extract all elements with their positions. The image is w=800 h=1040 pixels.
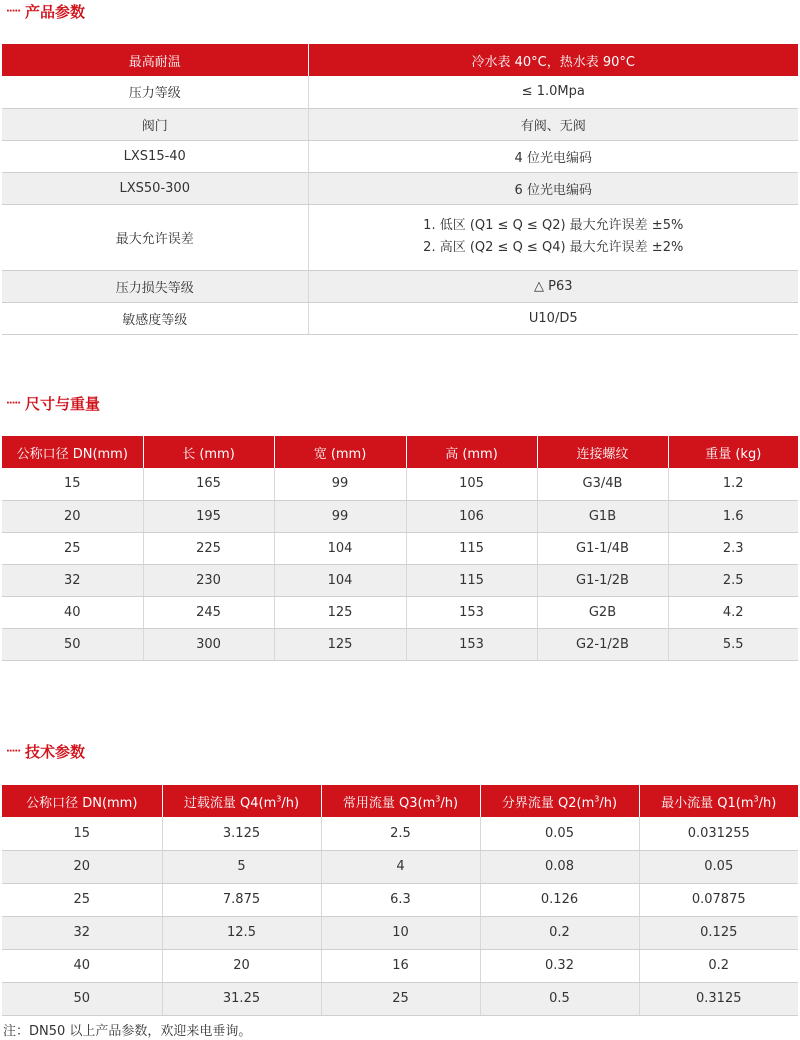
unit-superscript: 3 [435, 794, 441, 804]
table-cell: G3/4B [537, 468, 668, 500]
table-cell: 20 [2, 850, 162, 883]
column-header: 宽 (mm) [274, 436, 406, 468]
column-header: 长 (mm) [143, 436, 274, 468]
table-cell: 0.08 [480, 850, 639, 883]
table-row [2, 628, 798, 660]
param-value: ≤ 1.0Mpa [308, 76, 798, 108]
table-row [2, 596, 798, 628]
table-cell: 4 [321, 850, 480, 883]
table-row [2, 76, 798, 108]
table-cell: 5.5 [668, 628, 798, 660]
param-label: 压力等级 [2, 76, 308, 108]
size-weight-table [2, 436, 798, 661]
table-cell: G1-1/2B [537, 564, 668, 596]
table-row [2, 172, 798, 204]
table-cell: 0.2 [480, 916, 639, 949]
table-cell: 125 [274, 596, 406, 628]
table-row [2, 916, 798, 949]
param-label: 敏感度等级 [2, 302, 308, 334]
table-cell: 2.3 [668, 532, 798, 564]
table-cell: 300 [143, 628, 274, 660]
table-cell: 6.3 [321, 883, 480, 916]
table-cell: 105 [406, 468, 537, 500]
table-cell: 31.25 [162, 982, 321, 1015]
table-cell: 104 [274, 564, 406, 596]
table-cell: 2.5 [321, 817, 480, 850]
table-cell: 25 [2, 532, 143, 564]
column-header: 常用流量 $Q3(m^3/h)$ [321, 785, 480, 817]
table-row [2, 532, 798, 564]
param-value-line: 2. 高区 (Q2 ≤ Q ≤ Q4) 最大允许误差 ±2% [423, 240, 684, 255]
param-value: U10/D5 [308, 302, 798, 334]
table-cell: 25 [2, 883, 162, 916]
table-cell: 4.2 [668, 596, 798, 628]
section-title-tech-params [6, 740, 85, 762]
section-title-text: 尺寸与重量 [25, 394, 101, 413]
table-row [2, 982, 798, 1015]
product-params-table [2, 44, 798, 335]
table-cell: 0.2 [639, 949, 798, 982]
unit-superscript: 3 [276, 794, 282, 804]
table-cell: 1.2 [668, 468, 798, 500]
table-cell: 16 [321, 949, 480, 982]
param-value-line: 1. 低区 (Q1 ≤ Q ≤ Q2) 最大允许误差 ±5% [423, 218, 684, 233]
table-cell: G2-1/2B [537, 628, 668, 660]
footnote: 注：DN50 以上产品参数，欢迎来电垂询。 [3, 1024, 252, 1039]
param-label: LXS50-300 [2, 172, 308, 204]
table-cell: 153 [406, 628, 537, 660]
table-cell: 104 [274, 532, 406, 564]
table-cell: 50 [2, 982, 162, 1015]
param-label: 阀门 [2, 108, 308, 140]
table-cell: 20 [162, 949, 321, 982]
table-cell: 2.5 [668, 564, 798, 596]
param-value: △ P63 [308, 270, 798, 302]
column-header: 最小流量 $Q1(m^3/h)$ [639, 785, 798, 817]
table-cell: 115 [406, 564, 537, 596]
column-header: 重量 (kg) [668, 436, 798, 468]
table-row [2, 817, 798, 850]
param-value: 6 位光电编码 [308, 172, 798, 204]
table-row [2, 302, 798, 334]
table-cell: 165 [143, 468, 274, 500]
table-cell: 106 [406, 500, 537, 532]
table-cell: 125 [274, 628, 406, 660]
table-cell: 99 [274, 468, 406, 500]
section-title-text: 产品参数 [25, 2, 86, 21]
table-cell: 25 [321, 982, 480, 1015]
table-cell: 50 [2, 628, 143, 660]
table-cell: 195 [143, 500, 274, 532]
table-header-row [2, 436, 798, 468]
title-marker: ····· [6, 397, 20, 409]
table-row [2, 883, 798, 916]
table-cell: 3.125 [162, 817, 321, 850]
table-cell: 40 [2, 596, 143, 628]
table-cell: 32 [2, 916, 162, 949]
table-cell: 99 [274, 500, 406, 532]
table-cell: 40 [2, 949, 162, 982]
param-header-value: 冷水表 40°C，热水表 90°C [308, 44, 798, 76]
param-label: 压力损失等级 [2, 270, 308, 302]
table-cell: 15 [2, 468, 143, 500]
column-header: 分界流量 $Q2(m^3/h)$ [480, 785, 639, 817]
table-cell: 230 [143, 564, 274, 596]
column-header: 高 (mm) [406, 436, 537, 468]
section-title-product-params [6, 0, 85, 22]
table-cell: G1B [537, 500, 668, 532]
table-header-row [2, 785, 798, 817]
table-cell: 0.3125 [639, 982, 798, 1015]
table-cell: 0.07875 [639, 883, 798, 916]
table-row [2, 468, 798, 500]
title-marker: ····· [6, 745, 20, 757]
table-cell: 0.126 [480, 883, 639, 916]
table-cell: 0.031255 [639, 817, 798, 850]
section-title-text: 技术参数 [25, 742, 86, 761]
table-cell: 32 [2, 564, 143, 596]
table-cell: 0.32 [480, 949, 639, 982]
table-cell: 5 [162, 850, 321, 883]
table-cell: 7.875 [162, 883, 321, 916]
table-row [2, 204, 798, 270]
table-row [2, 949, 798, 982]
table-cell: 225 [143, 532, 274, 564]
table-cell: 245 [143, 596, 274, 628]
section-title-size-weight [6, 392, 100, 414]
param-value: 4 位光电编码 [308, 140, 798, 172]
param-header-label: 最高耐温 [2, 44, 308, 76]
table-cell: 10 [321, 916, 480, 949]
table-header-row [2, 44, 798, 76]
table-cell: 115 [406, 532, 537, 564]
table-cell: 15 [2, 817, 162, 850]
unit-superscript: 3 [753, 794, 759, 804]
unit-superscript: 3 [594, 794, 600, 804]
table-cell: 0.05 [480, 817, 639, 850]
param-label: LXS15-40 [2, 140, 308, 172]
column-header: 公称口径 DN(mm) [2, 785, 162, 817]
table-cell: 0.05 [639, 850, 798, 883]
table-row [2, 270, 798, 302]
table-row [2, 108, 798, 140]
param-value: 有阀、无阀 [308, 108, 798, 140]
table-cell: 0.5 [480, 982, 639, 1015]
table-cell: 153 [406, 596, 537, 628]
table-cell: G1-1/4B [537, 532, 668, 564]
table-row [2, 140, 798, 172]
column-header: 过载流量 $Q4(m^3/h)$ [162, 785, 321, 817]
table-row [2, 564, 798, 596]
table-row [2, 850, 798, 883]
param-label: 最大允许误差 [2, 204, 308, 270]
tech-params-table [2, 785, 798, 1016]
column-header: 连接螺纹 [537, 436, 668, 468]
table-cell: 1.6 [668, 500, 798, 532]
title-marker: ····· [6, 5, 20, 17]
table-cell: 0.125 [639, 916, 798, 949]
param-value [308, 204, 798, 270]
column-header: 公称口径 DN(mm) [2, 436, 143, 468]
table-row [2, 500, 798, 532]
table-cell: 12.5 [162, 916, 321, 949]
table-cell: 20 [2, 500, 143, 532]
table-cell: G2B [537, 596, 668, 628]
